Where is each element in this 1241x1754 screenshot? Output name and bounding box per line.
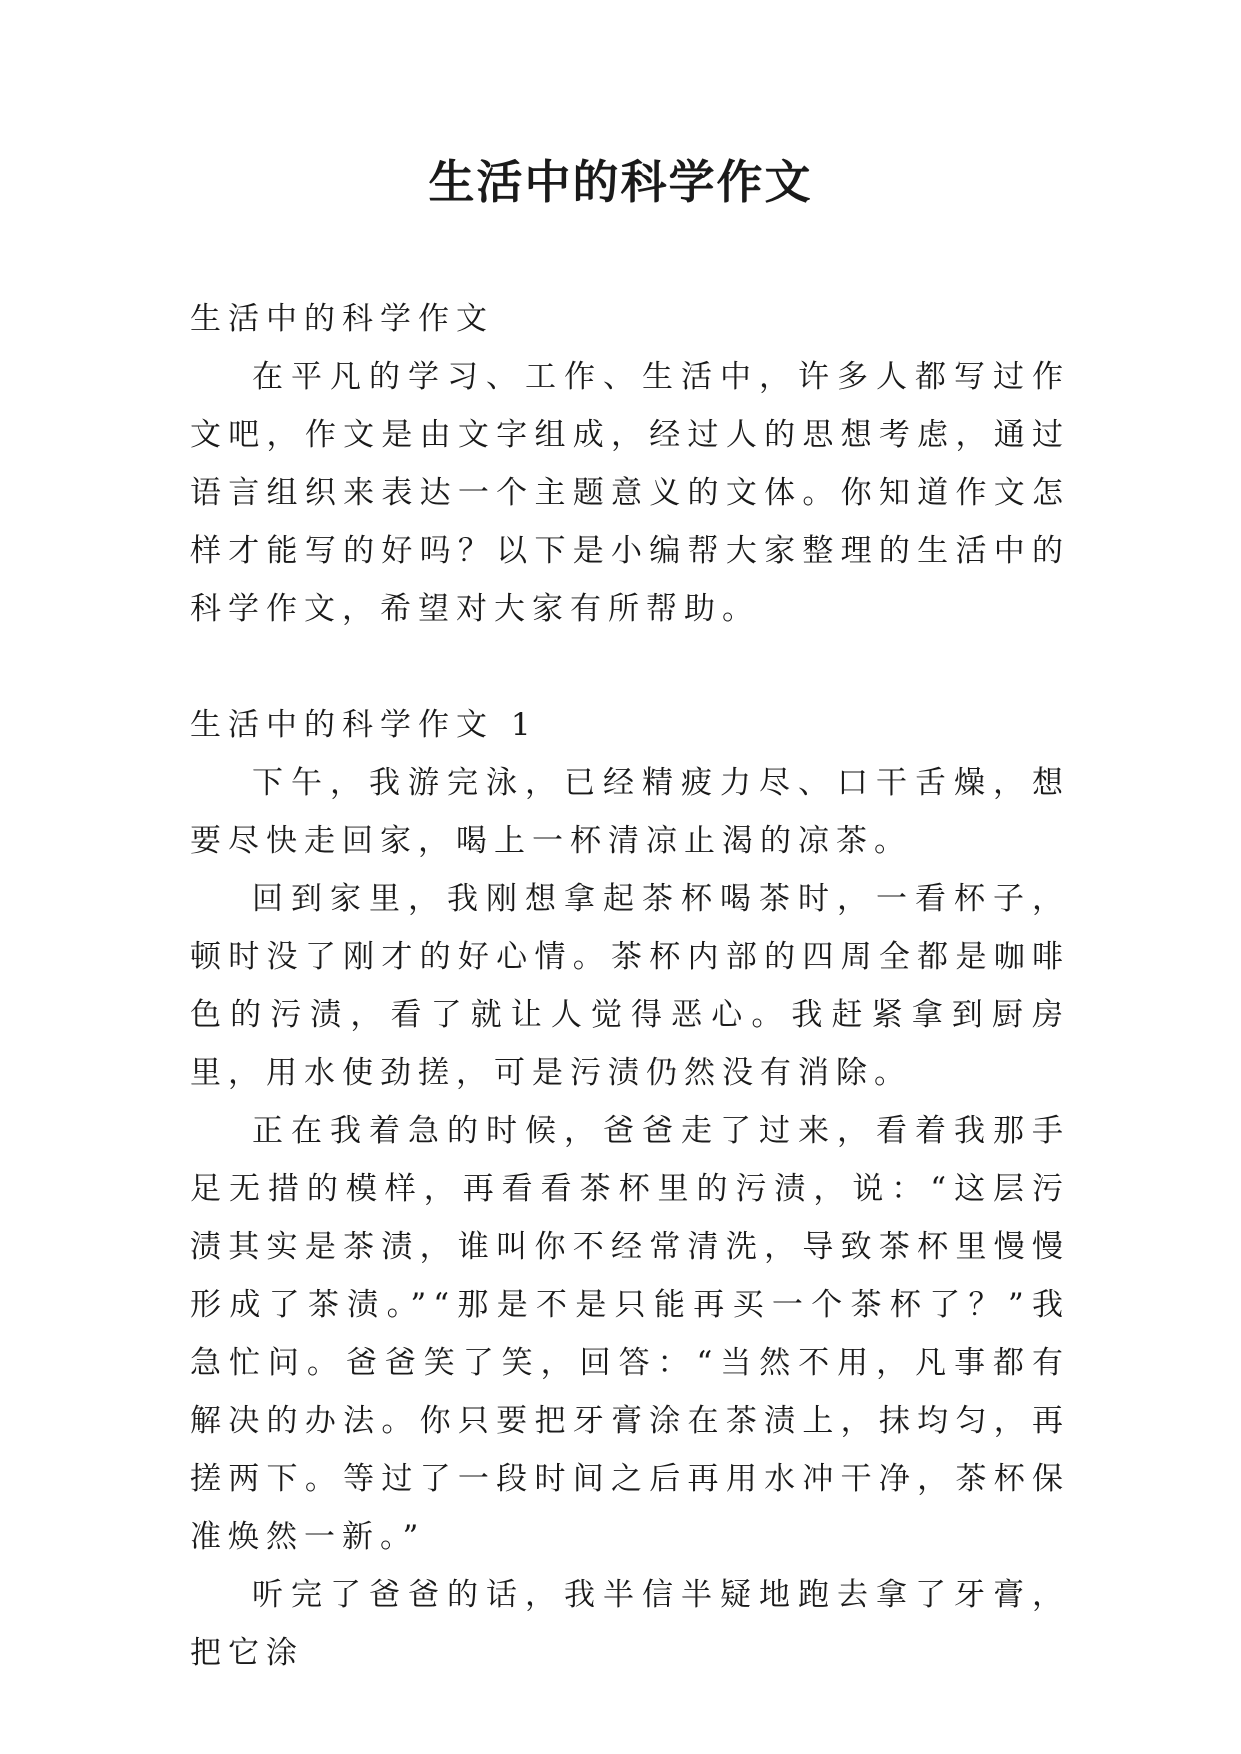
document-title: 生活中的科学作文: [428, 155, 813, 209]
body-paragraph: 正在我着急的时候，爸爸走了过来，看着我那手足无措的模样，再看看茶杯里的污渍，说：“这层污渍其实是茶渍，谁叫你不经常清洗，导致茶杯里慢慢形成了茶渍。”“那是不是只能再买一个茶杯了？”我急忙问。爸爸笑了笑，回答：“当然不用，凡事都有解决的办法。你只要把牙膏涂在茶渍上，抹均匀，再搓两下。等过了一段时间之后再用水冲干净，茶杯保准焕然一新。”: [190, 1113, 1070, 1555]
body-paragraph: 回到家里，我刚想拿起茶杯喝茶时，一看杯子，顿时没了刚才的好心情。茶杯内部的四周全都是咖啡色的污渍，看了就让人觉得恶心。我赶紧拿到厨房里，用水使劲搓，可是污渍仍然没有消除。: [190, 881, 1070, 1091]
document-body: [190, 290, 1070, 1682]
body-paragraph: 听完了爸爸的话，我半信半疑地跑去拿了牙膏，把它涂: [190, 1577, 1070, 1671]
section-spacer: [190, 638, 1070, 696]
intro-paragraph: 在平凡的学习、工作、生活中，许多人都写过作文吧，作文是由文字组成，经过人的思想考虑，通过语言组织来表达一个主题意义的文体。你知道作文怎样才能写的好吗？以下是小编帮大家整理的生活中的科学作文，希望对大家有所帮助。: [190, 359, 1070, 627]
body-paragraph: 下午，我游完泳，已经精疲力尽、口干舌燥，想要尽快走回家，喝上一杯清凉止渴的凉茶。: [190, 765, 1070, 859]
section-heading: 生活中的科学作文 1: [190, 707, 538, 743]
intro-heading: 生活中的科学作文: [190, 301, 494, 337]
